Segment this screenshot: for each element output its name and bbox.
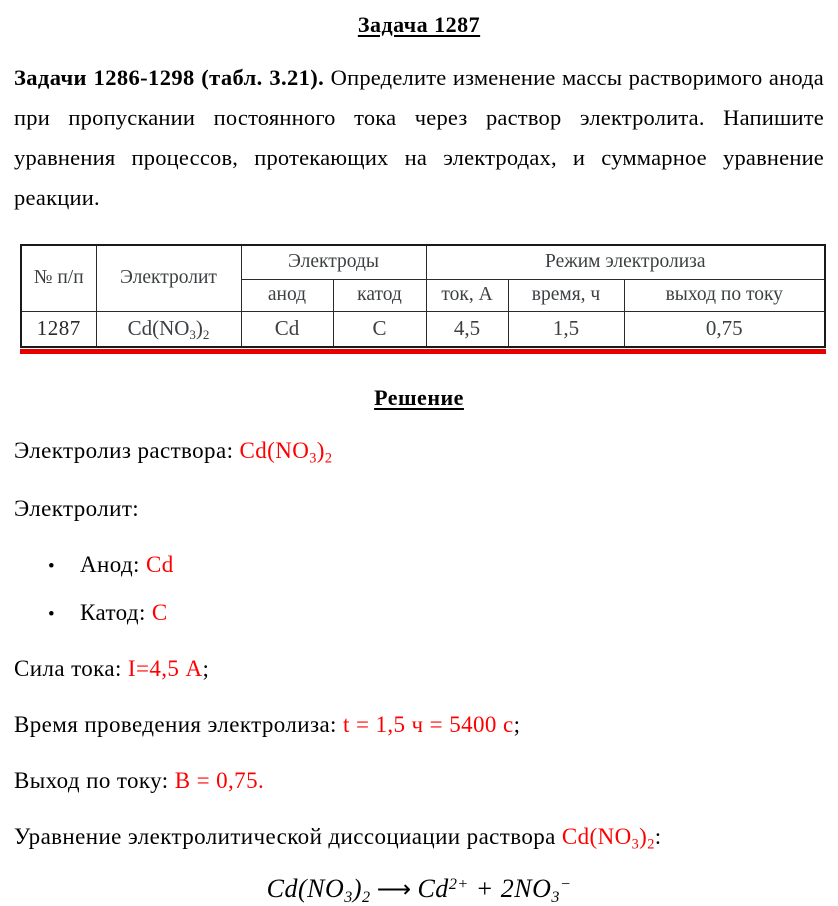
solution-time-line [14, 711, 824, 739]
electrolyte-label: Электролит: [14, 496, 140, 521]
cell-cathode: C [333, 311, 426, 347]
solution-electrolyte-line [14, 495, 824, 523]
chem-formula: $Cd(NO_3)_2$ [239, 438, 333, 467]
col-header-cathode: катод [333, 279, 426, 311]
table-header-row-groups [21, 245, 825, 279]
cell-current: 4,5 [426, 311, 508, 347]
page-title [14, 12, 824, 38]
group-header-electrodes: Электроды [241, 245, 426, 279]
time-label: Время проведения электролиза: [14, 712, 343, 737]
cathode-line [80, 599, 168, 627]
electrolysis-table [20, 244, 826, 348]
cell-anode: Cd [241, 311, 333, 347]
current-end: ; [202, 656, 210, 681]
dissociation-label: Уравнение электролитической диссоциации раствора [14, 824, 562, 849]
cell-num: 1287 [21, 311, 96, 347]
intro-bold-text: Задачи 1286-1298 (табл. 3.21). [14, 65, 325, 90]
current-label: Сила тока: [14, 656, 128, 681]
anode-line [80, 551, 174, 579]
table-row [21, 311, 825, 347]
dissociation-end: : [654, 824, 662, 849]
bullet-icon: • [48, 556, 56, 577]
group-header-mode: Режим электролиза [426, 245, 825, 279]
long-right-arrow-icon: ⟶ [376, 875, 412, 903]
cell-electrolyte [96, 311, 241, 347]
yield-value: B = 0,75. [174, 768, 265, 793]
solution-yield-line [14, 767, 824, 795]
bullet-icon: • [48, 604, 56, 625]
col-header-current: ток, А [426, 279, 508, 311]
cathode-value: C [151, 600, 168, 625]
intro-paragraph [14, 58, 824, 218]
yield-label: Выход по току: [14, 768, 175, 793]
electrolysis-label: Электролиз раствора: [14, 438, 240, 463]
col-header-electrolyte: Электролит [96, 245, 241, 311]
col-header-anode: анод [241, 279, 333, 311]
solution-electrolysis-line [14, 437, 824, 465]
col-header-time: время, ч [508, 279, 624, 311]
cell-yield: 0,75 [624, 311, 825, 347]
col-header-yield: выход по току [624, 279, 825, 311]
current-value: I=4,5 А [127, 656, 203, 681]
list-item-cathode [14, 599, 824, 629]
solution-current-line [14, 655, 824, 683]
chem-formula: $Cd(NO_3)_2$ [561, 824, 655, 853]
list-item-anode [14, 551, 824, 581]
anode-label: Анод: [80, 552, 146, 577]
solution-heading-text: Решение [374, 385, 464, 410]
solution-dissociation-line [14, 823, 824, 851]
red-divider [20, 349, 826, 354]
time-end: ; [513, 712, 521, 737]
time-value: t = 1,5 ч = 5400 с [343, 712, 514, 737]
page-title-text: Задача 1287 [357, 12, 481, 37]
dissociation-equation: $Cd(NO_3)_2$ ⟶ $Cd^{2+} + 2NO_3^-$ [266, 874, 572, 906]
cell-time: 1,5 [508, 311, 624, 347]
cathode-label: Катод: [80, 600, 152, 625]
col-header-num: № п/п [21, 245, 96, 311]
anode-value: Cd [146, 552, 174, 577]
chem-formula: $Cd(NO_3)_2$ [127, 316, 210, 343]
solution-heading [14, 385, 824, 411]
intro-body-text: Определите изменение массы растворимого анода при пропускании постоянного тока через раствор электролита. Напишите уравнения процессов, протекающих на электродах, и суммарное уравнение реакции. [14, 65, 824, 210]
